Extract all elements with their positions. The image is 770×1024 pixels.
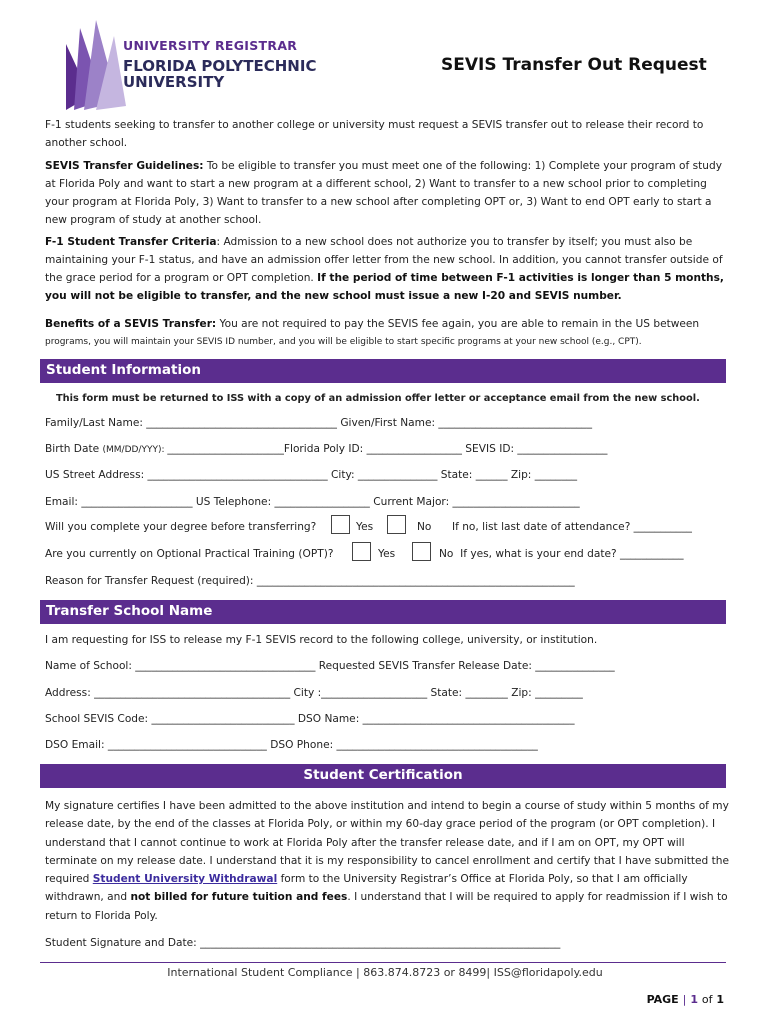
degree-yes-label: Yes [356, 521, 374, 533]
page-title: SEVIS Transfer Out Request [441, 55, 707, 75]
footer-contact: International Student Compliance | 863.874.8723 or 8499| ISS@floridapoly.edu [167, 966, 603, 979]
address-fields[interactable]: US Street Address: __________________________________ City: _______________ State: ______ Zip: ________ [45, 469, 578, 481]
certification-paragraph: My signature certifies I have been admitted to the above institution and intend to begin a course of study within 5 months of my release date, by the end of the classes at Florida Poly, or within my 60-day grace period of the program (or OPT completion). I understand that I cannot continue to work at Florida Poly after the transfer release date, and if I am on OPT, my OPT will terminate on my release date. I understand that it is my responsibility to cancel enrollment and certify that I have submitted the required Student University Withdrawal form to the University Registrar’s Office at Florida Poly, so that I am officially withdrawn, and not billed for future tuition and fees. I understand that I will be required to apply for readmission if I wish to return to Florida Poly. [45, 800, 730, 922]
certification-heading: Student Certification [40, 764, 726, 788]
transfer-intro: I am requesting for ISS to release my F-1 SEVIS record to the following college, university, or institution. [45, 634, 598, 646]
sevis-code-fields[interactable]: School SEVIS Code: ___________________________ DSO Name: ________________________________________ [45, 713, 575, 725]
criteria-paragraph: F-1 Student Transfer Criteria: Admission to a new school does not authorize you to transfer by itself; you must also be maintaining your F-1 status, and have an admission offer letter from the new school. In addition, you cannot transfer outside of the grace period for a program or OPT completion. If the period of time between F-1 activities is longer than 5 months, you will not be eligible to transfer, and the new school must issue a new I-20 and SEVIS number. [45, 236, 724, 302]
degree-yes-checkbox[interactable] [331, 515, 350, 534]
return-note: This form must be returned to ISS with a copy of an admission offer letter or acceptance email from the new school. [56, 393, 700, 404]
opt-yes-checkbox[interactable] [352, 542, 371, 561]
logo-university-text: FLORIDA POLYTECHNIC UNIVERSITY [123, 57, 317, 91]
name-fields[interactable]: Family/Last Name: ____________________________________ Given/First Name: _____________________________ [45, 417, 593, 429]
benefits-paragraph-cont: programs, you will maintain your SEVIS ID number, and you will be eligible to start specific programs at your new school (e.g., CPT). [45, 337, 642, 347]
withdrawal-form-link[interactable]: Student University Withdrawal [92, 873, 278, 886]
last-attendance-field[interactable]: If no, list last date of attendance? ___________ [452, 521, 692, 533]
degree-no-label: No [417, 521, 432, 533]
logo-registrar-text: UNIVERSITY REGISTRAR [123, 38, 298, 53]
school-address-fields[interactable]: Address: _____________________________________ City :____________________ State: ________ Zip: _________ [45, 687, 583, 699]
opt-yes-label: Yes [378, 548, 396, 560]
logo-graphic-icon [60, 14, 130, 110]
page-number: PAGE | 1 of 1 [646, 993, 724, 1006]
transfer-school-heading: Transfer School Name [40, 600, 726, 624]
degree-question: Will you complete your degree before transferring? [45, 521, 317, 533]
dso-contact-fields[interactable]: DSO Email: ______________________________ DSO Phone: ______________________________________ [45, 739, 538, 751]
degree-no-checkbox[interactable] [387, 515, 406, 534]
contact-fields[interactable]: Email: _____________________ US Telephone: __________________ Current Major: ________________________ [45, 496, 580, 508]
student-info-heading: Student Information [40, 359, 726, 383]
signature-field[interactable]: Student Signature and Date: ____________________________________________________________________ [45, 937, 561, 949]
opt-question: Are you currently on Optional Practical Training (OPT)? [45, 548, 334, 560]
school-name-fields[interactable]: Name of School: __________________________________ Requested SEVIS Transfer Release Date: _______________ [45, 660, 615, 672]
birth-id-fields[interactable]: Birth Date (MM/DD/YYY): ______________________Florida Poly ID: __________________ SEVIS ID: _________________ [45, 443, 608, 455]
reason-field[interactable]: Reason for Transfer Request (required): ____________________________________________________________ [45, 575, 575, 587]
benefits-paragraph: Benefits of a SEVIS Transfer: You are not required to pay the SEVIS fee again, you are able to remain in the US between [45, 318, 700, 330]
footer-divider [40, 962, 726, 963]
opt-end-field[interactable]: No If yes, what is your end date? ____________ [439, 548, 684, 560]
guidelines-paragraph: SEVIS Transfer Guidelines: To be eligible to transfer you must meet one of the following: 1) Complete your program of study at Florida Poly and want to start a new program at a different school, 2) Want to transfer to a new school prior to completing your program at Florida Poly, 3) Want to transfer to a new school after completing OPT or, 3) Want to end OPT early to start a new program of study at another school. [45, 160, 722, 226]
opt-no-checkbox[interactable] [412, 542, 431, 561]
intro-paragraph: F-1 students seeking to transfer to another college or university must request a SEVIS transfer out to release their record to another school. [45, 119, 704, 149]
